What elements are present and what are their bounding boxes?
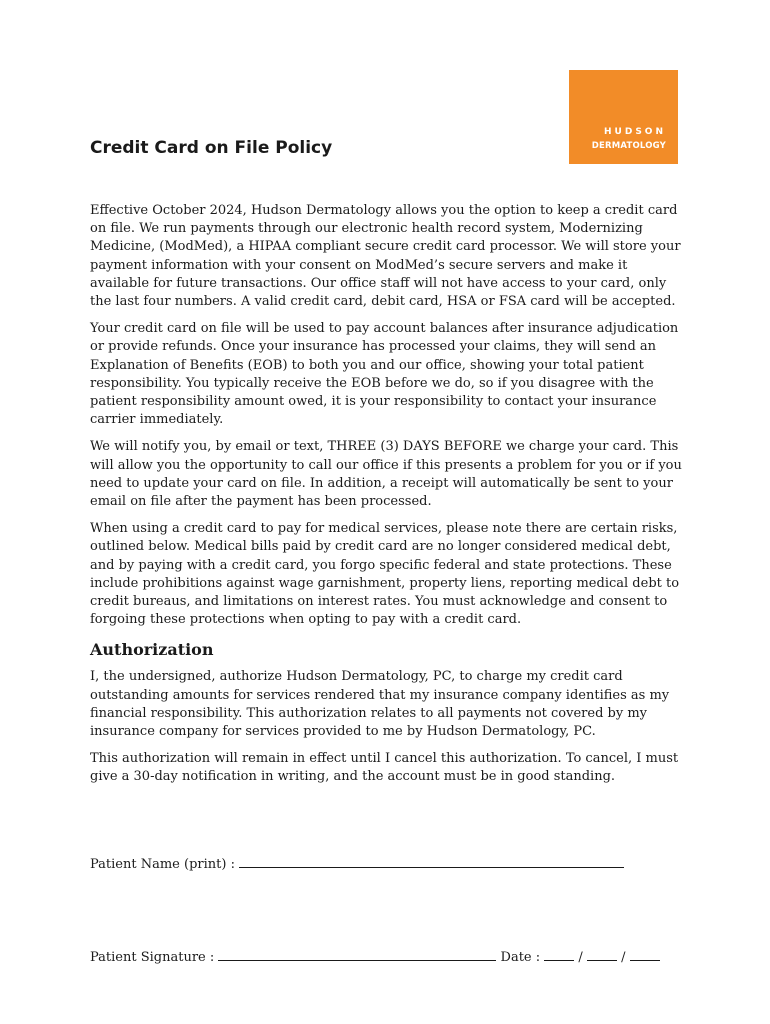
patient-signature-field[interactable] [218, 948, 496, 961]
date-day-field[interactable] [587, 948, 617, 961]
date-year-field[interactable] [630, 948, 660, 961]
hudson-dermatology-logo [569, 70, 678, 164]
logo-line-hudson: HUDSON [604, 127, 666, 137]
policy-paragraph-notification: We will notify you, by email or text, THREE (3) DAYS BEFORE we charge your card. This will allow you the opportunity to call our office if this presents a problem for you or if you need to update your card on file. In addition, a receipt will automatically be sent to your email on file after the payment has been processed. [90, 439, 682, 510]
document-title: Credit Card on File Policy [90, 138, 333, 158]
date-month-field[interactable] [544, 948, 574, 961]
authorization-paragraph-consent: I, the undersigned, authorize Hudson Dermatology, PC, to charge my credit card outstanding amounts for services rendered that my insurance company identifies as my financial responsibility. This authorization relates to all payments not covered by my insurance company for services provided to me by Hudson Dermatology, PC. [90, 669, 670, 740]
authorization-heading: Authorization [90, 640, 214, 660]
date-label: Date : [500, 950, 541, 965]
policy-paragraph-effective: Effective October 2024, Hudson Dermatology allows you the option to keep a credit card on file. We run payments through our electronic health record system, Modernizing Medicine, (ModMed), a HIPAA compliant secure credit card processor. We will store your payment information with your consent on ModMed’s secure servers and make it available for future transactions. Our office staff will not have access to your card, only the last four numbers. A valid credit card, debit card, HSA or FSA card will be accepted. [90, 203, 681, 310]
authorization-paragraph-cancel: This authorization will remain in effect until I cancel this authorization. To cancel, I must give a 30-day notification in writing, and the account must be in good standing. [90, 751, 679, 785]
policy-paragraph-card-usage: Your credit card on file will be used to pay account balances after insurance adjudication or provide refunds. Once your insurance has processed your claims, they will send an Explanation of Benefits (EOB) to both you and our office, showing your total patient responsibility. You typically receive the EOB before we do, so if you disagree with the patient responsibility amount owed, it is your responsibility to contact your insurance carrier immediately. [90, 321, 679, 428]
signature-row [90, 948, 660, 965]
patient-name-label: Patient Name (print) : [90, 857, 235, 872]
date-separator-1: / [578, 950, 583, 965]
date-separator-2: / [621, 950, 626, 965]
logo-line-dermatology: DERMATOLOGY [591, 141, 666, 151]
patient-name-field[interactable] [239, 855, 624, 868]
patient-name-row [90, 855, 624, 872]
patient-signature-label: Patient Signature : [90, 950, 215, 965]
policy-paragraph-risks: When using a credit card to pay for medical services, please note there are certain risks, outlined below. Medical bills paid by credit card are no longer considered medical debt, and by paying with a credit card, you forgo specific federal and state protections. These include prohibitions against wage garnishment, property liens, reporting medical debt to credit bureaus, and limitations on interest rates. You must acknowledge and consent to forgoing these protections when opting to pay with a credit card. [90, 521, 680, 628]
policy-body [90, 202, 686, 796]
